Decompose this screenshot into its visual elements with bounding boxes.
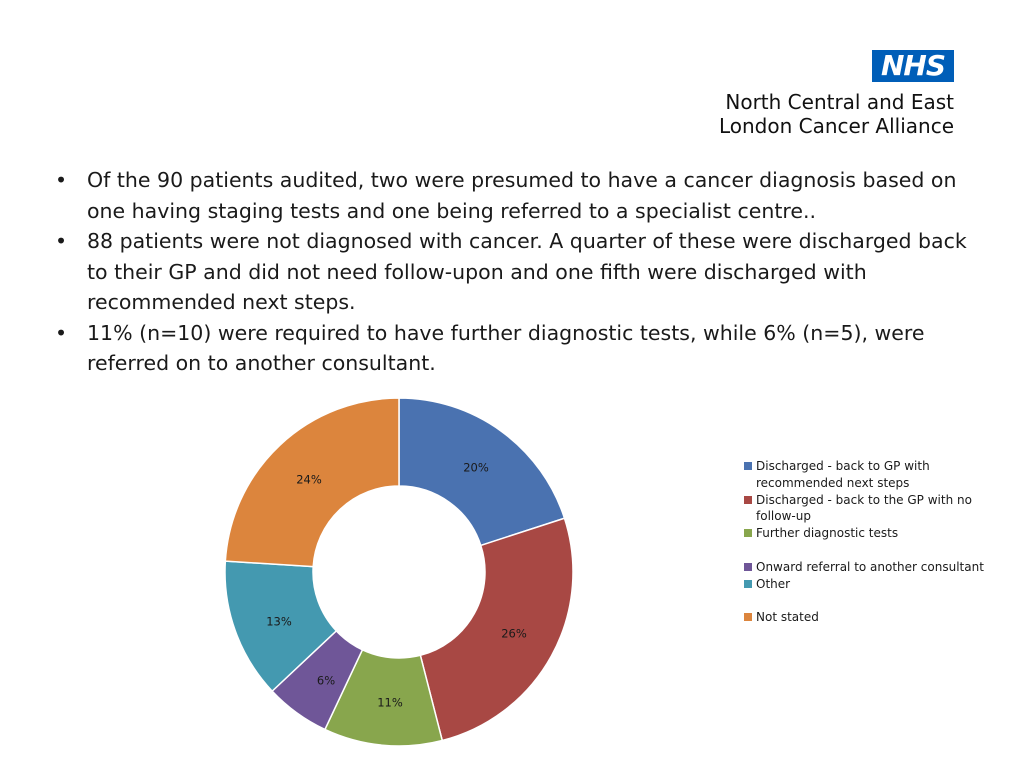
legend-item <box>744 609 984 626</box>
chart-data-label: 13% <box>266 614 292 629</box>
chart-data-label: 20% <box>463 460 489 475</box>
legend-swatch <box>744 496 752 504</box>
chart-data-label: 24% <box>296 472 322 487</box>
nhs-logo: NHS <box>872 50 954 82</box>
legend-label: Not stated <box>756 610 819 624</box>
chart-legend <box>744 458 984 626</box>
chart-data-label: 26% <box>501 626 527 641</box>
legend-swatch <box>744 529 752 537</box>
legend-item <box>744 576 984 593</box>
legend-item <box>744 525 984 542</box>
bullet-text: 88 patients were not diagnosed with cancer. A quarter of these were discharged back to their GP and did not need follow-upon and one fifth were discharged with recommended next steps. <box>87 229 967 314</box>
legend-label: Discharged - back to GP with recommended next steps <box>756 459 930 490</box>
legend-item <box>744 458 984 491</box>
org-name-line1: North Central and East <box>725 90 954 114</box>
legend-swatch <box>744 462 752 470</box>
chart-data-label: 6% <box>316 673 336 688</box>
legend-item <box>744 559 984 576</box>
legend-label: Discharged - back to the GP with no follow-up <box>756 492 972 523</box>
bullet-text: Of the 90 patients audited, two were presumed to have a cancer diagnosis based on one having staging tests and one being referred to a specialist centre.. <box>87 168 957 223</box>
legend-item <box>744 492 984 525</box>
legend-label: Onward referral to another consultant <box>756 559 984 574</box>
legend-label: Other <box>756 576 791 591</box>
bullet-text: 11% (n=10) were required to have further diagnostic tests, while 6% (n=5), were referred on to another consultant. <box>87 320 925 375</box>
bullet-dot: • <box>55 229 68 253</box>
legend-swatch <box>744 563 752 571</box>
chart-data-label: 11% <box>377 695 403 710</box>
bullet-dot: • <box>55 320 68 345</box>
org-name-line2: London Cancer Alliance <box>718 114 954 138</box>
legend-label: Further diagnostic tests <box>756 526 899 540</box>
legend-swatch <box>744 613 752 621</box>
bullet-dot: • <box>55 168 68 192</box>
chart-slice <box>420 518 573 740</box>
legend-swatch <box>744 580 752 588</box>
